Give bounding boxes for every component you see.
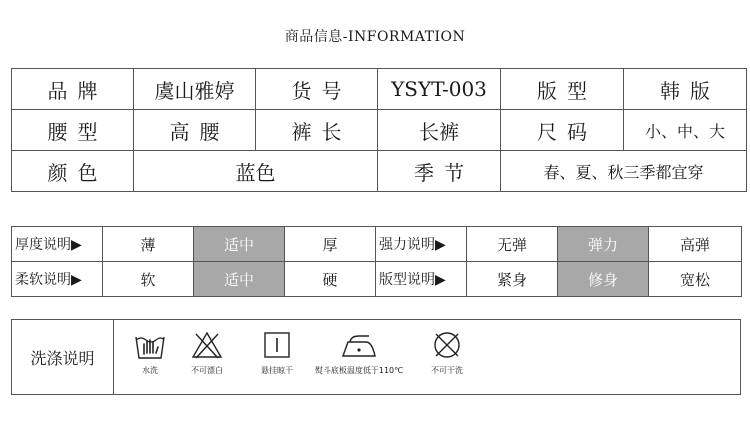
fabric-attributes-table [11,226,742,297]
hang-dry-caption: 悬挂晾干 [261,366,293,375]
softness-option: 适中 [194,262,285,297]
no-bleach-caption: 不可漂白 [191,366,223,375]
thickness-option: 薄 [103,227,194,262]
softness-label: 柔软说明▶ [12,262,103,297]
hand-wash-icon [133,328,167,362]
fit-value: 韩版 [624,69,747,110]
page-title: 商品信息-INFORMATION [284,29,466,45]
thickness-label: 厚度说明▶ [12,227,103,262]
no-bleach-item [167,328,247,376]
hang-dry-item [237,328,317,376]
no-bleach-icon [190,328,224,362]
waist-label: 腰型 [12,110,134,151]
no-dry-clean-icon [430,328,464,362]
season-label: 季节 [378,151,501,192]
softness-option: 硬 [285,262,376,297]
info-row [12,110,747,151]
hand-wash-caption: 水洗 [142,366,158,375]
washing-label: 洗涤说明 [12,320,114,394]
length-value: 长裤 [378,110,501,151]
item-number-label: 货号 [256,69,378,110]
color-label: 颜色 [12,151,134,192]
fit-type-option: 修身 [558,262,649,297]
brand-label: 品牌 [12,69,134,110]
size-label: 尺码 [501,110,624,151]
waist-value: 高腰 [134,110,256,151]
size-value: 小、中、大 [624,110,747,151]
iron-caption: 熨斗底板温度低于110℃ [314,366,404,375]
stretch-option: 高弹 [649,227,742,262]
washing-instructions [11,319,741,395]
iron-icon [339,328,379,362]
stretch-label: 强力说明▶ [376,227,467,262]
no-dry-clean-item [407,328,487,376]
attribute-row [12,227,742,262]
product-info-table [11,68,747,192]
fit-type-option: 宽松 [649,262,742,297]
thickness-option: 厚 [285,227,376,262]
iron-item [314,328,404,376]
attribute-row [12,262,742,297]
fit-label: 版型 [501,69,624,110]
season-value: 春、夏、秋三季都宜穿 [501,151,747,192]
fit-type-label: 版型说明▶ [376,262,467,297]
stretch-option: 弹力 [558,227,649,262]
info-row [12,151,747,192]
thickness-option: 适中 [194,227,285,262]
fit-type-option: 紧身 [467,262,558,297]
color-value: 蓝色 [134,151,378,192]
item-number-value: YSYT-003 [378,69,501,110]
softness-option: 软 [103,262,194,297]
stretch-option: 无弹 [467,227,558,262]
hang-dry-icon [260,328,294,362]
info-row [12,69,747,110]
length-label: 裤长 [256,110,378,151]
no-dry-clean-caption: 不可干洗 [431,366,463,375]
brand-value: 虞山雅婷 [134,69,256,110]
